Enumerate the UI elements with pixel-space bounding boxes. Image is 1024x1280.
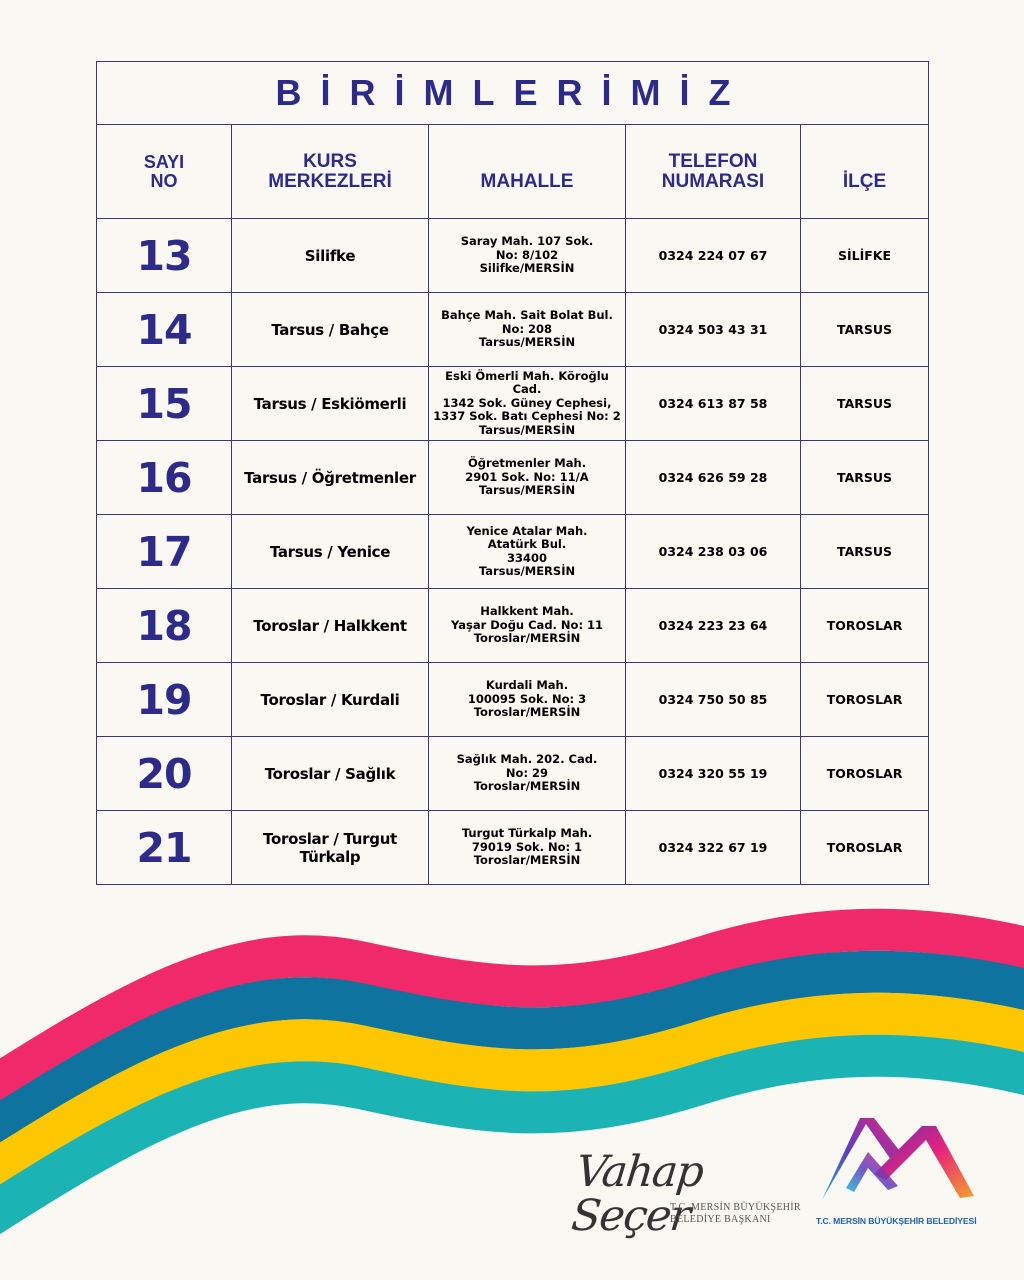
address-line: Turgut Türkalp Mah. [461,826,593,841]
row-number: 18 [97,589,232,663]
course-center-name: Silifke [232,219,429,293]
address [429,441,626,515]
district: TOROSLAR [801,811,929,885]
municipality-logo-icon [816,1118,980,1208]
table-row [97,367,929,441]
row-number: 19 [97,663,232,737]
units-table [96,61,929,885]
address [429,367,626,441]
address-line: Kurdali Mah. [485,678,569,693]
phone-number: 0324 750 50 85 [626,663,801,737]
address-line: No: 208 [501,321,553,336]
address-line: Tarsus/MERSİN [478,564,576,578]
district: TARSUS [801,367,929,441]
address-line: Bahçe Mah. Sait Bolat Bul. [441,308,613,323]
address-line: Toroslar/MERSİN [473,705,581,720]
table-row [97,219,929,293]
table-row [97,811,929,885]
row-number: 16 [97,441,232,515]
address-line: Yaşar Doğu Cad. No: 11 [450,617,604,632]
address-line: No: 29 [505,765,549,780]
address [429,663,626,737]
address-line: Tarsus/MERSİN [478,483,576,498]
course-center-name: Toroslar / Kurdali [232,663,429,737]
signature-name: Vahap Seçer [569,1147,706,1241]
address-line: Atatürk Bul. [487,537,567,551]
page-title: BİRİMLERİMİZ [97,62,929,125]
course-center-name: Toroslar / Sağlık [232,737,429,811]
row-number: 20 [97,737,232,811]
address-line: 2901 Sok. No: 11/A [465,469,589,484]
district: TARSUS [801,515,929,589]
logo-text: T.C. MERSİN BÜYÜKŞEHİR BELEDİYESİ [816,1216,977,1226]
header-phone-line1: TELEFON [668,150,758,172]
address-line: Toroslar/MERSİN [473,631,581,646]
address-line: Tarsus/MERSİN [478,422,576,437]
address-line: 1342 Sok. Güney Cephesi, [442,395,612,410]
district: TARSUS [801,293,929,367]
table-row [97,515,929,589]
address-line: Sağlık Mah. 202. Cad. [456,752,598,767]
district: TOROSLAR [801,589,929,663]
course-center-name: Tarsus / Bahçe [232,293,429,367]
signature-title-line1: T.C. MERSİN BÜYÜKŞEHİR [670,1202,801,1213]
address [429,515,626,589]
address-line: Eski Ömerli Mah. Köroğlu Cad. [445,368,609,397]
address-line: Halkkent Mah. [480,604,574,619]
address-line: Yenice Atalar Mah. [466,523,588,538]
course-center-name: Tarsus / Eskiömerli [232,367,429,441]
address-line: Tarsus/MERSİN [478,335,576,350]
header-phone [626,125,801,219]
signature-title-line2: BELEDİYE BAŞKANI [670,1214,771,1225]
row-number: 14 [97,293,232,367]
row-number: 17 [97,515,232,589]
course-center-name: Tarsus / Öğretmenler [232,441,429,515]
header-number-line1: SAYI [143,151,185,172]
header-number-line2: NO [150,170,178,191]
address-line: Silifke/MERSİN [479,261,575,276]
table-body [97,219,929,885]
address [429,589,626,663]
district: SİLİFKE [801,219,929,293]
header-center-line2: MERKEZLERİ [268,170,392,192]
address [429,811,626,885]
table-row [97,589,929,663]
district: TOROSLAR [801,737,929,811]
header-neighborhood: MAHALLE [429,125,626,219]
course-center-name: Tarsus / Yenice [232,515,429,589]
mayor-signature [569,1147,801,1241]
phone-number: 0324 223 23 64 [626,589,801,663]
address [429,737,626,811]
table-header-row [97,125,929,219]
table-row [97,737,929,811]
course-center-name: Toroslar / Halkkent [232,589,429,663]
address [429,293,626,367]
phone-number: 0324 322 67 19 [626,811,801,885]
district: TOROSLAR [801,663,929,737]
table-row [97,293,929,367]
header-center-line1: KURS [303,150,357,172]
phone-number: 0324 320 55 19 [626,737,801,811]
address-line: 79019 Sok. No: 1 [471,839,583,854]
header-number [97,125,232,219]
district: TARSUS [801,441,929,515]
header-course-center [232,125,429,219]
phone-number: 0324 626 59 28 [626,441,801,515]
address-line: No: 8/102 [495,247,559,262]
address-line: 100095 Sok. No: 3 [467,691,587,706]
row-number: 21 [97,811,232,885]
signature-title [670,1202,801,1226]
row-number: 15 [97,367,232,441]
address-line: Toroslar/MERSİN [473,853,581,868]
phone-number: 0324 503 43 31 [626,293,801,367]
address-line: 1337 Sok. Batı Cephesi No: 2 [433,409,621,424]
phone-number: 0324 238 03 06 [626,515,801,589]
address [429,219,626,293]
table-row [97,663,929,737]
phone-number: 0324 224 07 67 [626,219,801,293]
phone-number: 0324 613 87 58 [626,367,801,441]
row-number: 13 [97,219,232,293]
table-row [97,441,929,515]
address-line: Öğretmenler Mah. [467,456,587,471]
header-district: İLÇE [801,125,929,219]
address-line: Saray Mah. 107 Sok. [460,234,594,249]
course-center-name: Toroslar / Turgut Türkalp [232,811,429,885]
address-line: Toroslar/MERSİN [473,779,581,794]
header-phone-line2: NUMARASI [661,170,765,192]
address-line: 33400 [506,550,547,565]
